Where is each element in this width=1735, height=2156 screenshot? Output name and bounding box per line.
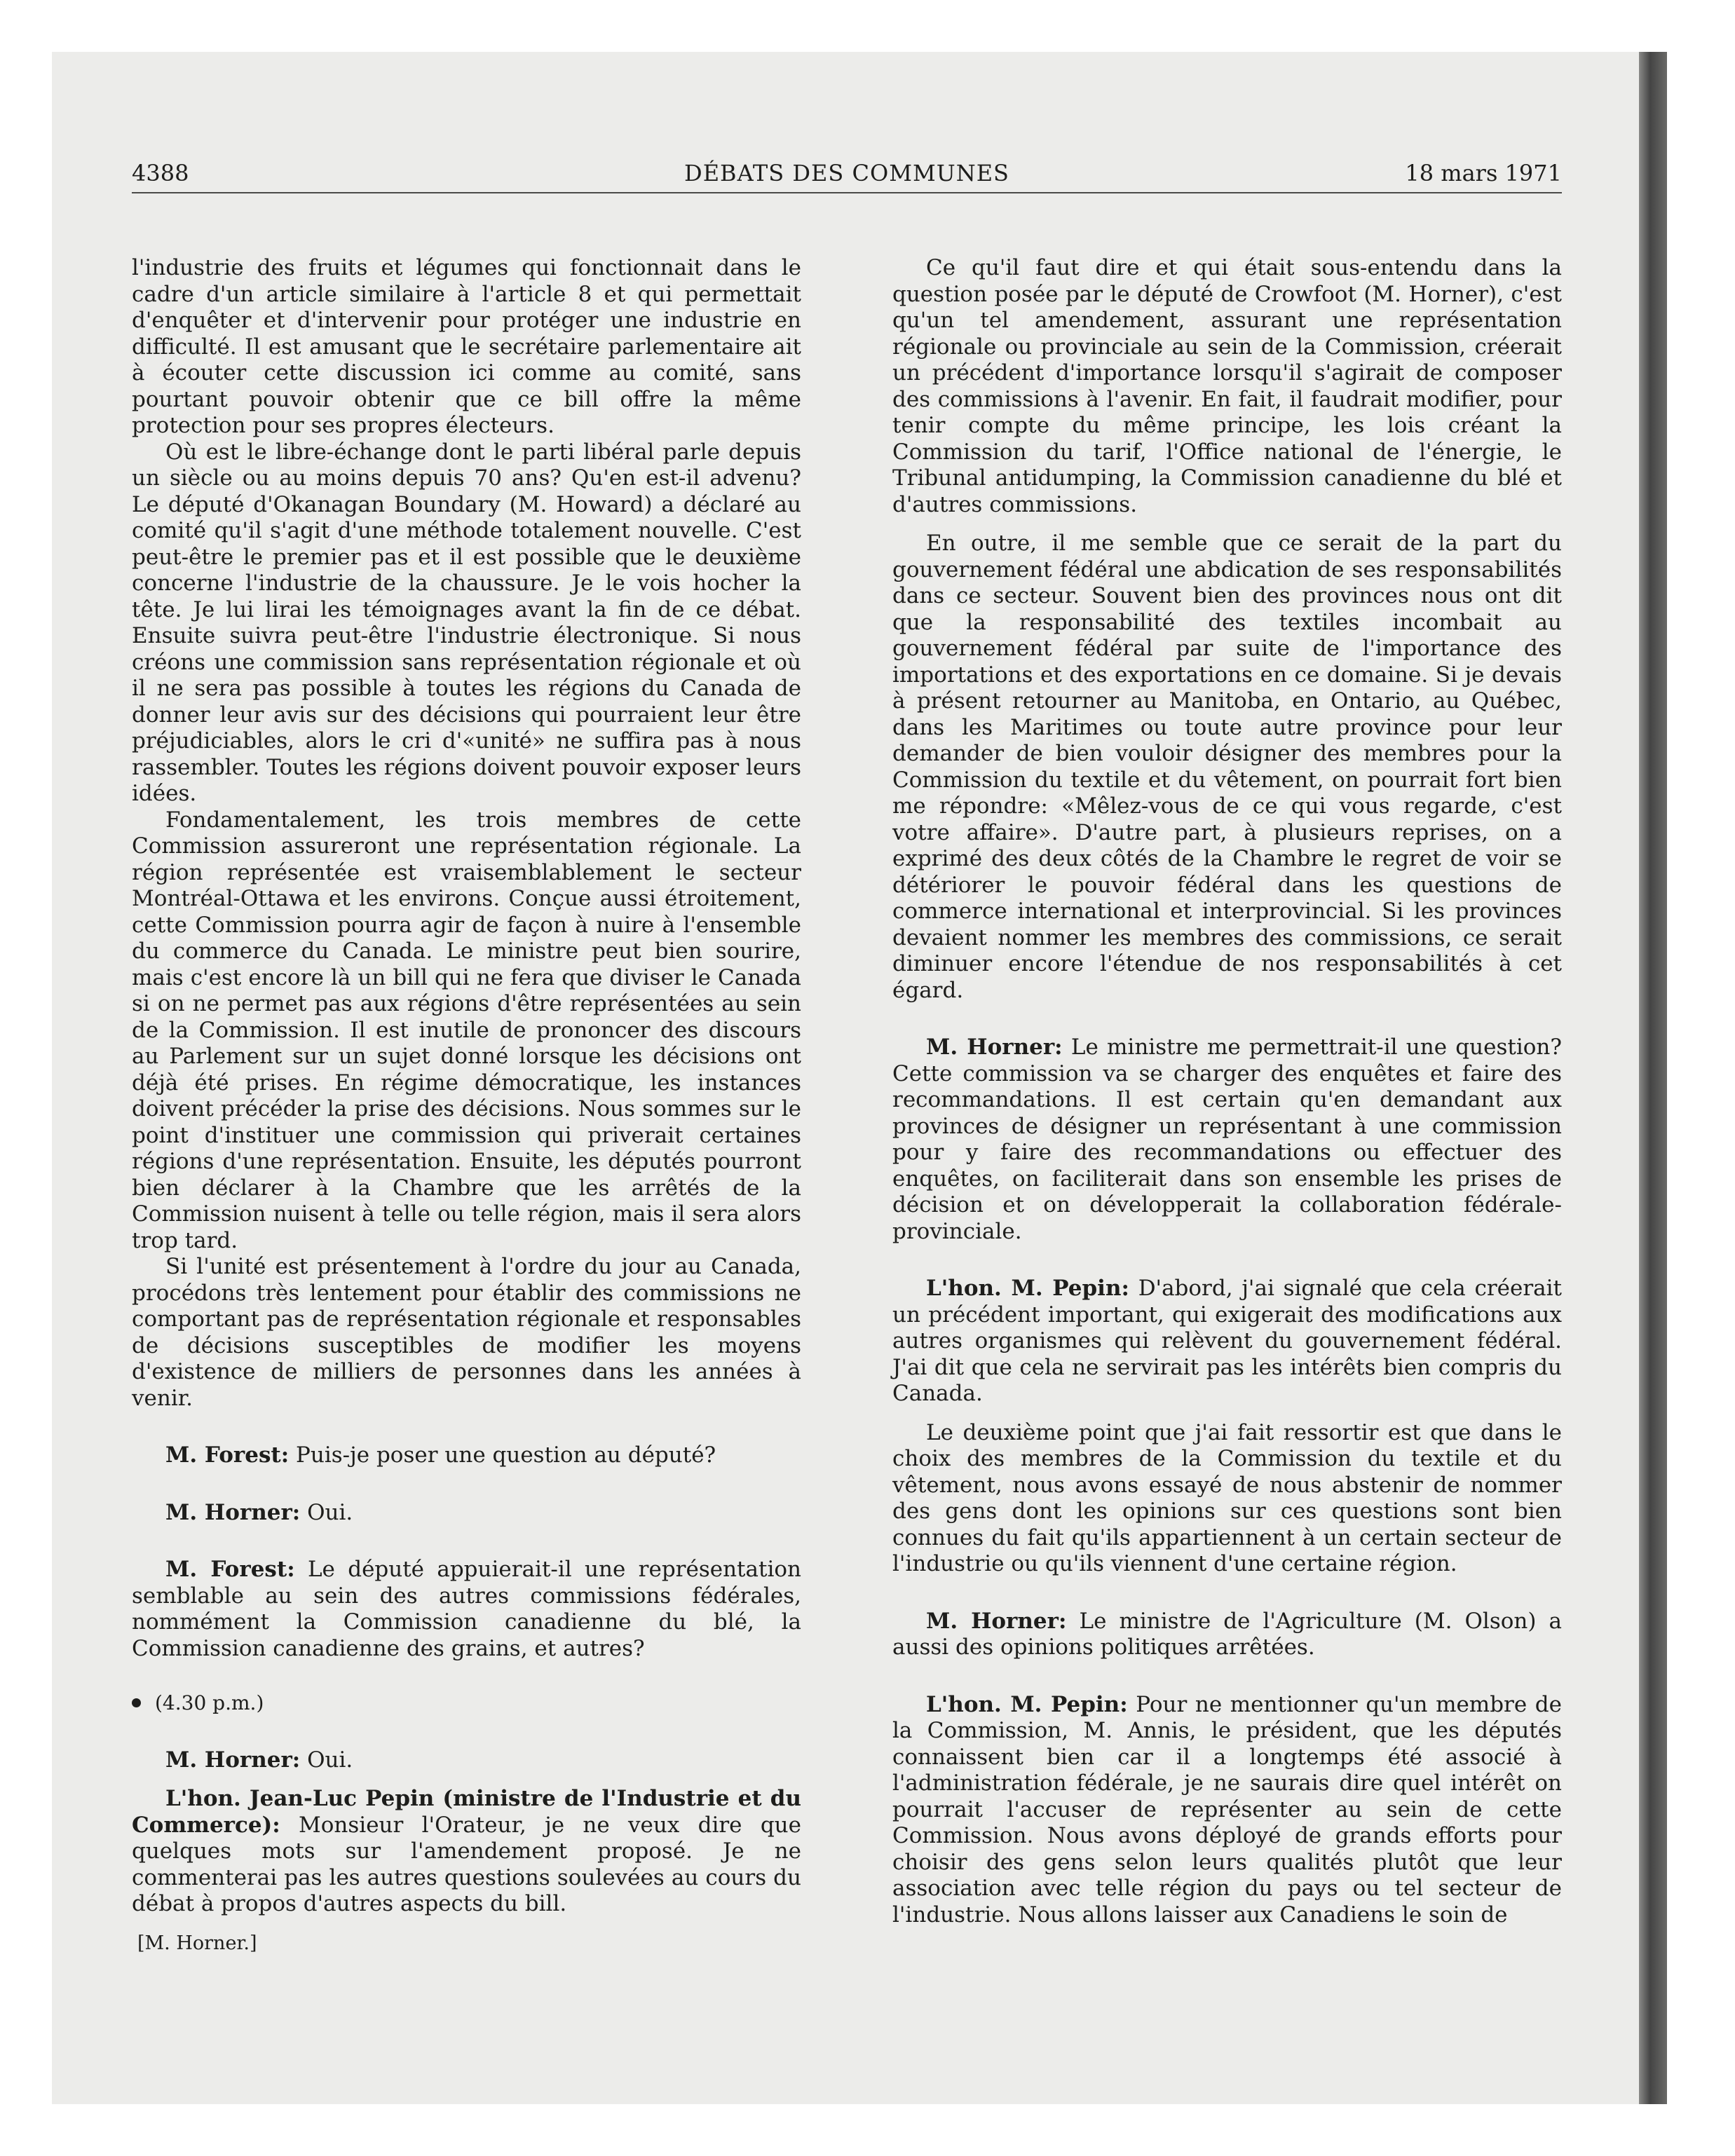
speech-text: Le ministre de l'Agriculture (M. Olson) a aussi des opinions politiques arrêtées. — [892, 1608, 1562, 1660]
speech-text: Monsieur l'Orateur, je ne veux dire que quelques mots sur l'amendement proposé. Je ne commenterai pas les autres questions soulevées au cours du débat à propos d'autres aspects du bill. — [132, 1812, 801, 1916]
speech — [132, 1557, 801, 1662]
speaker-name: L'hon. M. Pepin: — [926, 1276, 1129, 1301]
running-header — [132, 157, 1562, 193]
paragraph: Le deuxième point que j'ai fait ressortir est que dans le choix des membres de la Commission du textile et du vêtement, nous avons essayé de nous abstenir de nommer des gens dont les opinions sur ces questions sont bien connues du fait qu'ils appartiennent à un certain secteur de l'industrie ou qu'ils viennent d'une certaine région. — [892, 1419, 1562, 1576]
speech-text: Le député appuierait-il une représentation semblable au sein des autres commissions fédérales, nommément la Commission canadienne du blé, la Commission canadienne des grains, et autres? — [132, 1557, 801, 1661]
footnote: [M. Horner.] — [137, 1932, 257, 1954]
speaker-name: M. Horner: — [165, 1499, 301, 1525]
issue-date: 18 mars 1971 — [1405, 160, 1562, 186]
speech — [132, 1500, 801, 1527]
speaker-name: M. Forest: — [165, 1442, 290, 1468]
speech — [132, 1442, 801, 1469]
paragraph: Ce qu'il faut dire et qui était sous-entendu dans la question posée par le député de Crowfoot (M. Horner), c'est qu'un tel amendement, assurant une représentation régionale ou provinciale au sein de la Commission, créerait un précédent d'importance lorsqu'il s'agirait de composer des commissions à l'avenir. En fait, il faudrait modifier, pour tenir compte du même principe, les lois créant la Commission du tarif, l'Office national de l'énergie, le Tribunal antidumping, la Commission canadienne du blé et d'autres commissions. — [892, 255, 1562, 517]
speech-text: D'abord, j'ai signalé que cela créerait un précédent important, qui exigerait des modifications aux autres organismes qui relèvent du gouvernement fédéral. J'ai dit que cela ne servirait pas les intérêts bien compris du Canada. — [892, 1276, 1563, 1406]
paragraph: l'industrie des fruits et légumes qui fonctionnait dans le cadre d'un article similaire à l'article 8 et qui permettait d'enquêter et d'intervenir pour protéger une industrie en difficulté. Il est amusant que le secrétaire parlementaire ait à écouter cette discussion ici comme au comité, sans pourtant pouvoir obtenir que ce bill offre la même protection pour ses propres électeurs. — [132, 255, 801, 438]
speech — [892, 1609, 1562, 1661]
speaker-name: L'hon. Jean-Luc Pepin (ministre de l'Industrie et du Commerce): — [132, 1786, 801, 1838]
speaker-name: L'hon. M. Pepin: — [926, 1691, 1128, 1717]
speech-text: Puis-je poser une question au député? — [289, 1442, 716, 1468]
paragraph: Si l'unité est présentement à l'ordre du jour au Canada, procédons très lentement pour établir des commissions ne comportant pas de représentation régionale et responsables de décisions susceptibles de modifier les moyens d'existence de milliers de personnes dans les années à venir. — [132, 1254, 801, 1411]
paragraph: En outre, il me semble que ce serait de la part du gouvernement fédéral une abdication de ses responsabilités dans ce secteur. Souvent bien des provinces nous ont dit que la responsabilité des textiles incombait au gouvernement fédéral par suite de l'importance des importations et des exportations en ce domaine. Si je devais à présent retourner au Manitoba, en Ontario, au Québec, dans les Maritimes ou toute autre province pour leur demander de bien vouloir désigner des membres pour la Commission du textile et du vêtement, on pourrait fort bien me répondre: «Mêlez-vous de ce qui vous regarde, c'est votre affaire». D'autre part, à plusieurs reprises, on a exprimé des deux côtés de la Chambre le regret de voir se détériorer le pouvoir fédéral dans les questions de commerce international et interprovincial. Si les provinces devaient nommer les membres des commissions, ce serait diminuer encore l'étendue de nos responsabilités à cet égard. — [892, 531, 1562, 1003]
speaker-name: M. Horner: — [165, 1747, 301, 1773]
speaker-name: M. Horner: — [926, 1608, 1067, 1634]
document-page — [132, 157, 1562, 2035]
left-column — [132, 255, 801, 1956]
speech — [892, 1035, 1562, 1245]
paragraph: Fondamentalement, les trois membres de cette Commission assureront une représentation régionale. La région représentée est vraisemblablement le secteur Montréal-Ottawa et les environs. Conçue aussi étroitement, cette Commission pourra agir de façon à nuire à l'ensemble du commerce du Canada. Le ministre peut bien sourire, mais c'est encore là un bill qui ne fera que diviser le Canada si on ne permet pas aux régions d'être représentées au sein de la Commission. Il est inutile de prononcer des discours au Parlement sur un sujet donné lorsque les décisions ont déjà été prises. En régime démocratique, les instances doivent précéder la prise des décisions. Nous sommes sur le point d'instituer une commission qui priverait certaines régions d'une représentation. Ensuite, les députés pourront bien déclarer à la Chambre que les arrêtés de la Commission nuisent à telle ou telle région, mais il sera alors trop tard. — [132, 807, 801, 1253]
time-marker — [132, 1690, 801, 1717]
journal-title: DÉBATS DES COMMUNES — [684, 160, 1009, 186]
paragraph: Où est le libre-échange dont le parti libéral parle depuis un siècle ou au moins depuis 70 ans? Qu'en est-il advenu? Le député d'Okanagan Boundary (M. Howard) a déclaré au comité qu'il s'agit d'une méthode totalement nouvelle. C'est peut-être le premier pas et il est possible que le deuxième concerne l'industrie de la chaussure. Je le vois hocher la tête. Je lui lirai les témoignages avant la fin de ce débat. Ensuite suivra peut-être l'industrie électronique. Si nous créons une commission sans représentation régionale et où il ne sera pas possible à toutes les régions du Canada de donner leur avis sur des décisions qui pourraient leur être préjudiciables, alors le cri d'«unité» ne suffira pas à nous rassembler. Toutes les régions doivent pouvoir exposer leurs idées. — [132, 439, 801, 806]
speaker-name: M. Forest: — [165, 1557, 295, 1582]
right-column — [892, 255, 1562, 1928]
speech-text: Le ministre me permettrait-il une question? Cette commission va se charger des enquêtes et faire des recommandations. Il est certain qu'en demandant aux provinces de désigner un représentant à une commission pour y faire des recommandations ou effectuer des enquêtes, on faciliterait dans son ensemble les prises de décision et on développerait la collaboration fédérale-provinciale. — [892, 1035, 1562, 1244]
speech-text: Oui. — [300, 1499, 353, 1525]
speech-text: Oui. — [300, 1747, 353, 1773]
speech — [892, 1692, 1562, 1929]
speech — [132, 1786, 801, 1918]
bullet-dot-icon — [132, 1698, 141, 1707]
scan-edge-shadow — [1639, 52, 1667, 2104]
page-number: 4388 — [132, 160, 189, 186]
time-text: (4.30 p.m.) — [155, 1691, 264, 1714]
speaker-name: M. Horner: — [926, 1035, 1063, 1060]
speech — [892, 1276, 1562, 1407]
speech — [132, 1747, 801, 1774]
speech-text: Pour ne mentionner qu'un membre de la Commission, M. Annis, le président, que les députés connaissent bien car il a longtemps été associé à l'administration fédérale, je ne saurais dire quel intérêt on pourrait l'accuser de représenter au sein de cette Commission. Nous avons déployé de grands efforts pour choisir des gens selon leurs qualités plutôt que leur association avec telle région du pays ou tel secteur de l'industrie. Nous allons laisser aux Canadiens le soin de — [892, 1691, 1562, 1928]
